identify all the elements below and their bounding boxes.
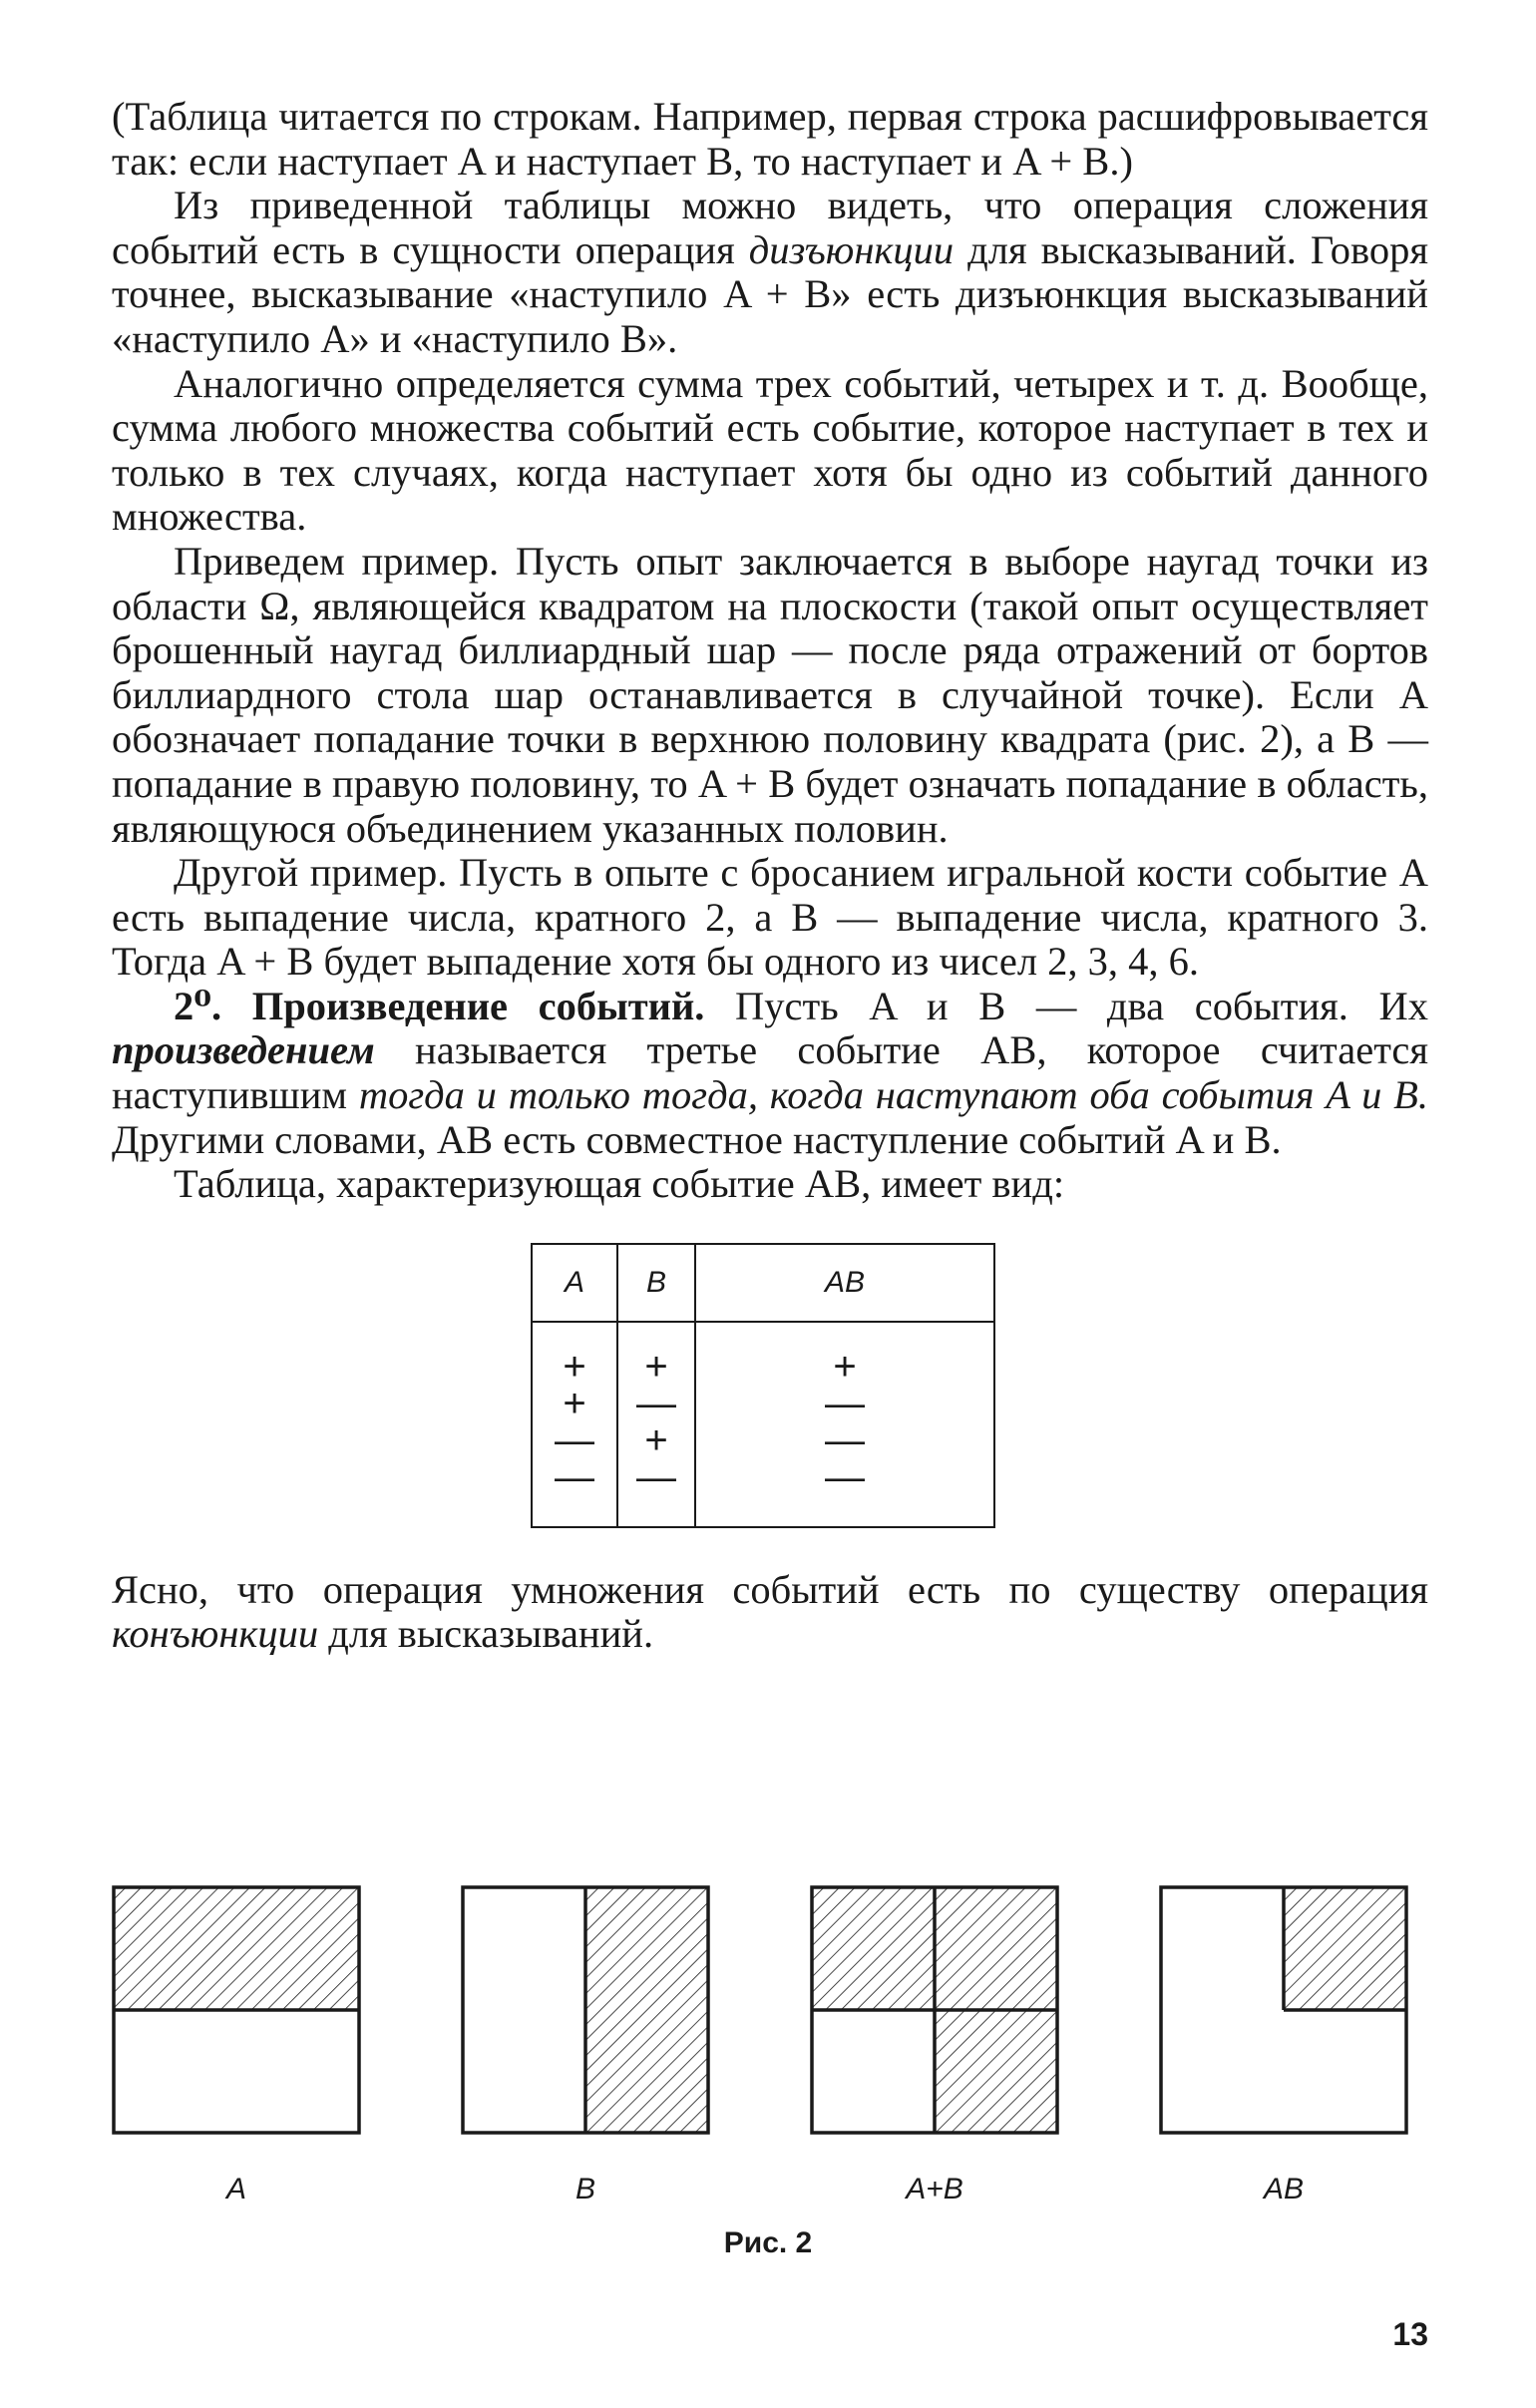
figure-caption: Рис. 2: [723, 2226, 813, 2259]
label-b: B: [575, 2173, 595, 2206]
diagram-a-plus-b: [810, 1885, 1059, 2135]
paragraph-7: Таблица, характеризующая событие AB, имеет вид:: [174, 1161, 1065, 1207]
truth-table-wrap: [531, 1243, 995, 1528]
paragraph-3: Аналогично определяется сумма трех событий, четырех и т. д. Вообще, сумма любого множества событий есть событие, которое наступает в тех и только в тех случаях, когда наступает хотя бы одно из событий данного множества.: [112, 360, 1428, 540]
paragraph-6: 2⁰. Произведение событий. Пусть A и B — два события. Их произведением называется третье событие AB, которое считается наступившим тогда и только тогда, когда наступают оба события A и B. Другими словами, AB есть совместное наступление событий A и B.: [112, 983, 1429, 1162]
truth-table: [531, 1243, 995, 1528]
header-a: A: [532, 1244, 617, 1322]
figure-2: [112, 1885, 1428, 2214]
paragraph-8: Ясно, что операция умножения событий есть по существу операция конъюнкции для высказываний.: [112, 1566, 1428, 1657]
page-number: 13: [1392, 2316, 1428, 2352]
label-ab: AB: [1263, 2173, 1305, 2206]
label-a: A: [225, 2173, 246, 2206]
diagram-ab: [1159, 1885, 1408, 2135]
column-ab: + — — —: [695, 1322, 994, 1527]
paragraph-4: Приведем пример. Пусть опыт заключается в выборе наугад точки из области Ω, являющейся квадратом на плоскости (такой опыт осуществляет брошенный наугад биллиардный шар — после ряда отражений от бортов биллиардного стола шар останавливается в случайной точке). Если A обозначает попадание точки в верхнюю половину квадрата (рис. 2), а B — попадание в правую половину, то A + B будет означать попадание в область, являющуюся объединением указанных половин.: [112, 538, 1428, 851]
diagram-b: [461, 1885, 710, 2135]
page-body: [112, 95, 1428, 1657]
paragraph-5: Другой пример. Пусть в опыте с бросанием игральной кости событие A есть выпадение числа, кратного 2, а B — выпадение числа, кратного 3. Тогда A + B будет выпадение хотя бы одного из чисел 2, 3, 4, 6.: [112, 850, 1428, 985]
paragraph-2: Из приведенной таблицы можно видеть, что операция сложения событий есть в сущности операция дизъюнкции для высказываний. Говоря точнее, высказывание «наступило A + B» есть дизъюнкция высказываний «наступило A» и «наступило B».: [112, 183, 1428, 361]
term-product: произведением: [112, 1027, 375, 1073]
section-heading: 2⁰. Произведение событий.: [174, 983, 705, 1028]
term-conjunction: конъюнкции: [112, 1611, 319, 1657]
header-ab: AB: [695, 1244, 994, 1322]
header-b: B: [617, 1244, 695, 1322]
column-b: + — + —: [617, 1322, 695, 1527]
paragraph-1: (Таблица читается по строкам. Например, первая строка расшифровывается так: если наступает A и наступает B, то наступает и A + B.): [112, 94, 1428, 184]
term-disjunction: дизъюнкции: [748, 226, 955, 272]
diagram-a: [112, 1885, 361, 2135]
label-a-plus-b: A+B: [906, 2173, 963, 2206]
column-a: + + — —: [555, 1344, 594, 1499]
